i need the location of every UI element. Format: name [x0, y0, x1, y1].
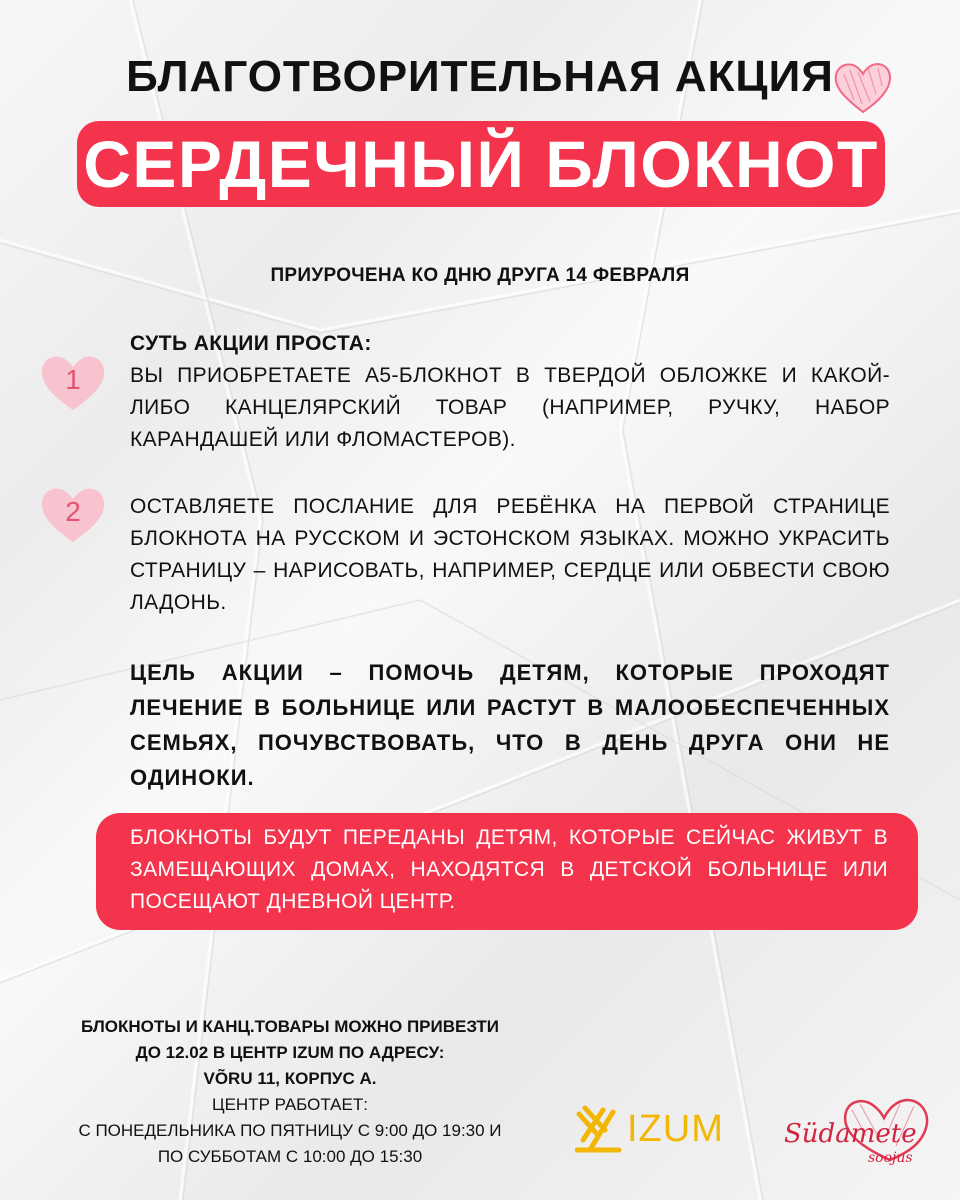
footer-line: ДО 12.02 В ЦЕНТР IZUM ПО АДРЕСУ: — [135, 1043, 445, 1062]
step-1-heart — [38, 352, 108, 414]
footer-line: БЛОКНОТЫ И КАНЦ.ТОВАРЫ МОЖНО ПРИВЕЗТИ — [81, 1017, 499, 1036]
step-2-text — [130, 491, 890, 619]
step-number: 1 — [65, 364, 81, 395]
footer-hours-label: ЦЕНТР РАБОТАЕТ: — [212, 1095, 368, 1114]
step-1-body: ВЫ ПРИОБРЕТАЕТЕ А5-БЛОКНОТ В ТВЕРДОЙ ОБЛОЖКЕ И КАКОЙ-ЛИБО КАНЦЕЛЯРСКИЙ ТОВАР (НАПРИМЕР, РУЧКУ, НАБОР КАРАНДАШЕЙ ИЛИ ФЛОМАСТЕРОВ). — [130, 364, 890, 451]
page-title: СЕРДЕЧНЫЙ БЛОКНОТ — [83, 127, 879, 201]
sudamete-soojus-logo — [780, 1090, 940, 1170]
step-1-text — [130, 328, 890, 456]
izum-logo — [575, 1100, 755, 1160]
soojus-logo-text: soojus — [868, 1150, 913, 1166]
footer-hours-saturday: ПО СУББОТАМ С 10:00 ДО 15:30 — [157, 1147, 423, 1166]
goal-text: ЦЕЛЬ АКЦИИ – ПОМОЧЬ ДЕТЯМ, КОТОРЫЕ ПРОХОДЯТ ЛЕЧЕНИЕ В БОЛЬНИЦЕ ИЛИ РАСТУТ В МАЛООБЕСПЕЧЕННЫХ СЕМЬЯХ, ПОЧУВСТВОВАТЬ, ЧТО В ДЕНЬ ДРУГА ОНИ НЕ ОДИНОКИ. — [130, 660, 890, 790]
notice-text: БЛОКНОТЫ БУДУТ ПЕРЕДАНЫ ДЕТЯМ, КОТОРЫЕ СЕЙЧАС ЖИВУТ В ЗАМЕЩАЮЩИХ ДОМАХ, НАХОДЯТСЯ В ДЕТСКОЙ БОЛЬНИЦЕ ИЛИ ПОСЕЩАЮТ ДНЕВНОЙ ЦЕНТР. — [130, 826, 888, 913]
title-banner — [77, 121, 885, 207]
step-2-heart — [38, 484, 108, 546]
footer-hours-weekdays: С ПОНЕДЕЛЬНИКА ПО ПЯТНИЦУ С 9:00 ДО 19:30 И — [78, 1121, 502, 1140]
subtitle: ПРИУРОЧЕНА КО ДНЮ ДРУГА 14 ФЕВРАЛЯ — [270, 265, 690, 286]
step-number: 2 — [65, 496, 81, 527]
footer-address: VÕRU 11, КОРПУС А. — [203, 1069, 377, 1088]
super-title: БЛАГОТВОРИТЕЛЬНАЯ АКЦИЯ — [126, 52, 834, 101]
izum-logo-text: IZUM — [627, 1108, 724, 1150]
heart-icon — [832, 60, 894, 116]
footer-info — [20, 1014, 560, 1170]
izum-mark-icon — [575, 1100, 627, 1160]
step-2-body: ОСТАВЛЯЕТЕ ПОСЛАНИЕ ДЛЯ РЕБЁНКА НА ПЕРВОЙ СТРАНИЦЕ БЛОКНОТА НА РУССКОМ И ЭСТОНСКОМ ЯЗЫКАХ. МОЖНО УКРАСИТЬ СТРАНИЦУ – НАРИСОВАТЬ, НАПРИМЕР, СЕРДЦЕ ИЛИ ОБВЕСТИ СВОЮ ЛАДОНЬ. — [130, 495, 890, 614]
notice-banner — [96, 813, 918, 930]
sudamete-logo-text: Südamete — [784, 1119, 917, 1149]
step-1-heading: СУТЬ АКЦИИ ПРОСТА: — [130, 332, 372, 355]
